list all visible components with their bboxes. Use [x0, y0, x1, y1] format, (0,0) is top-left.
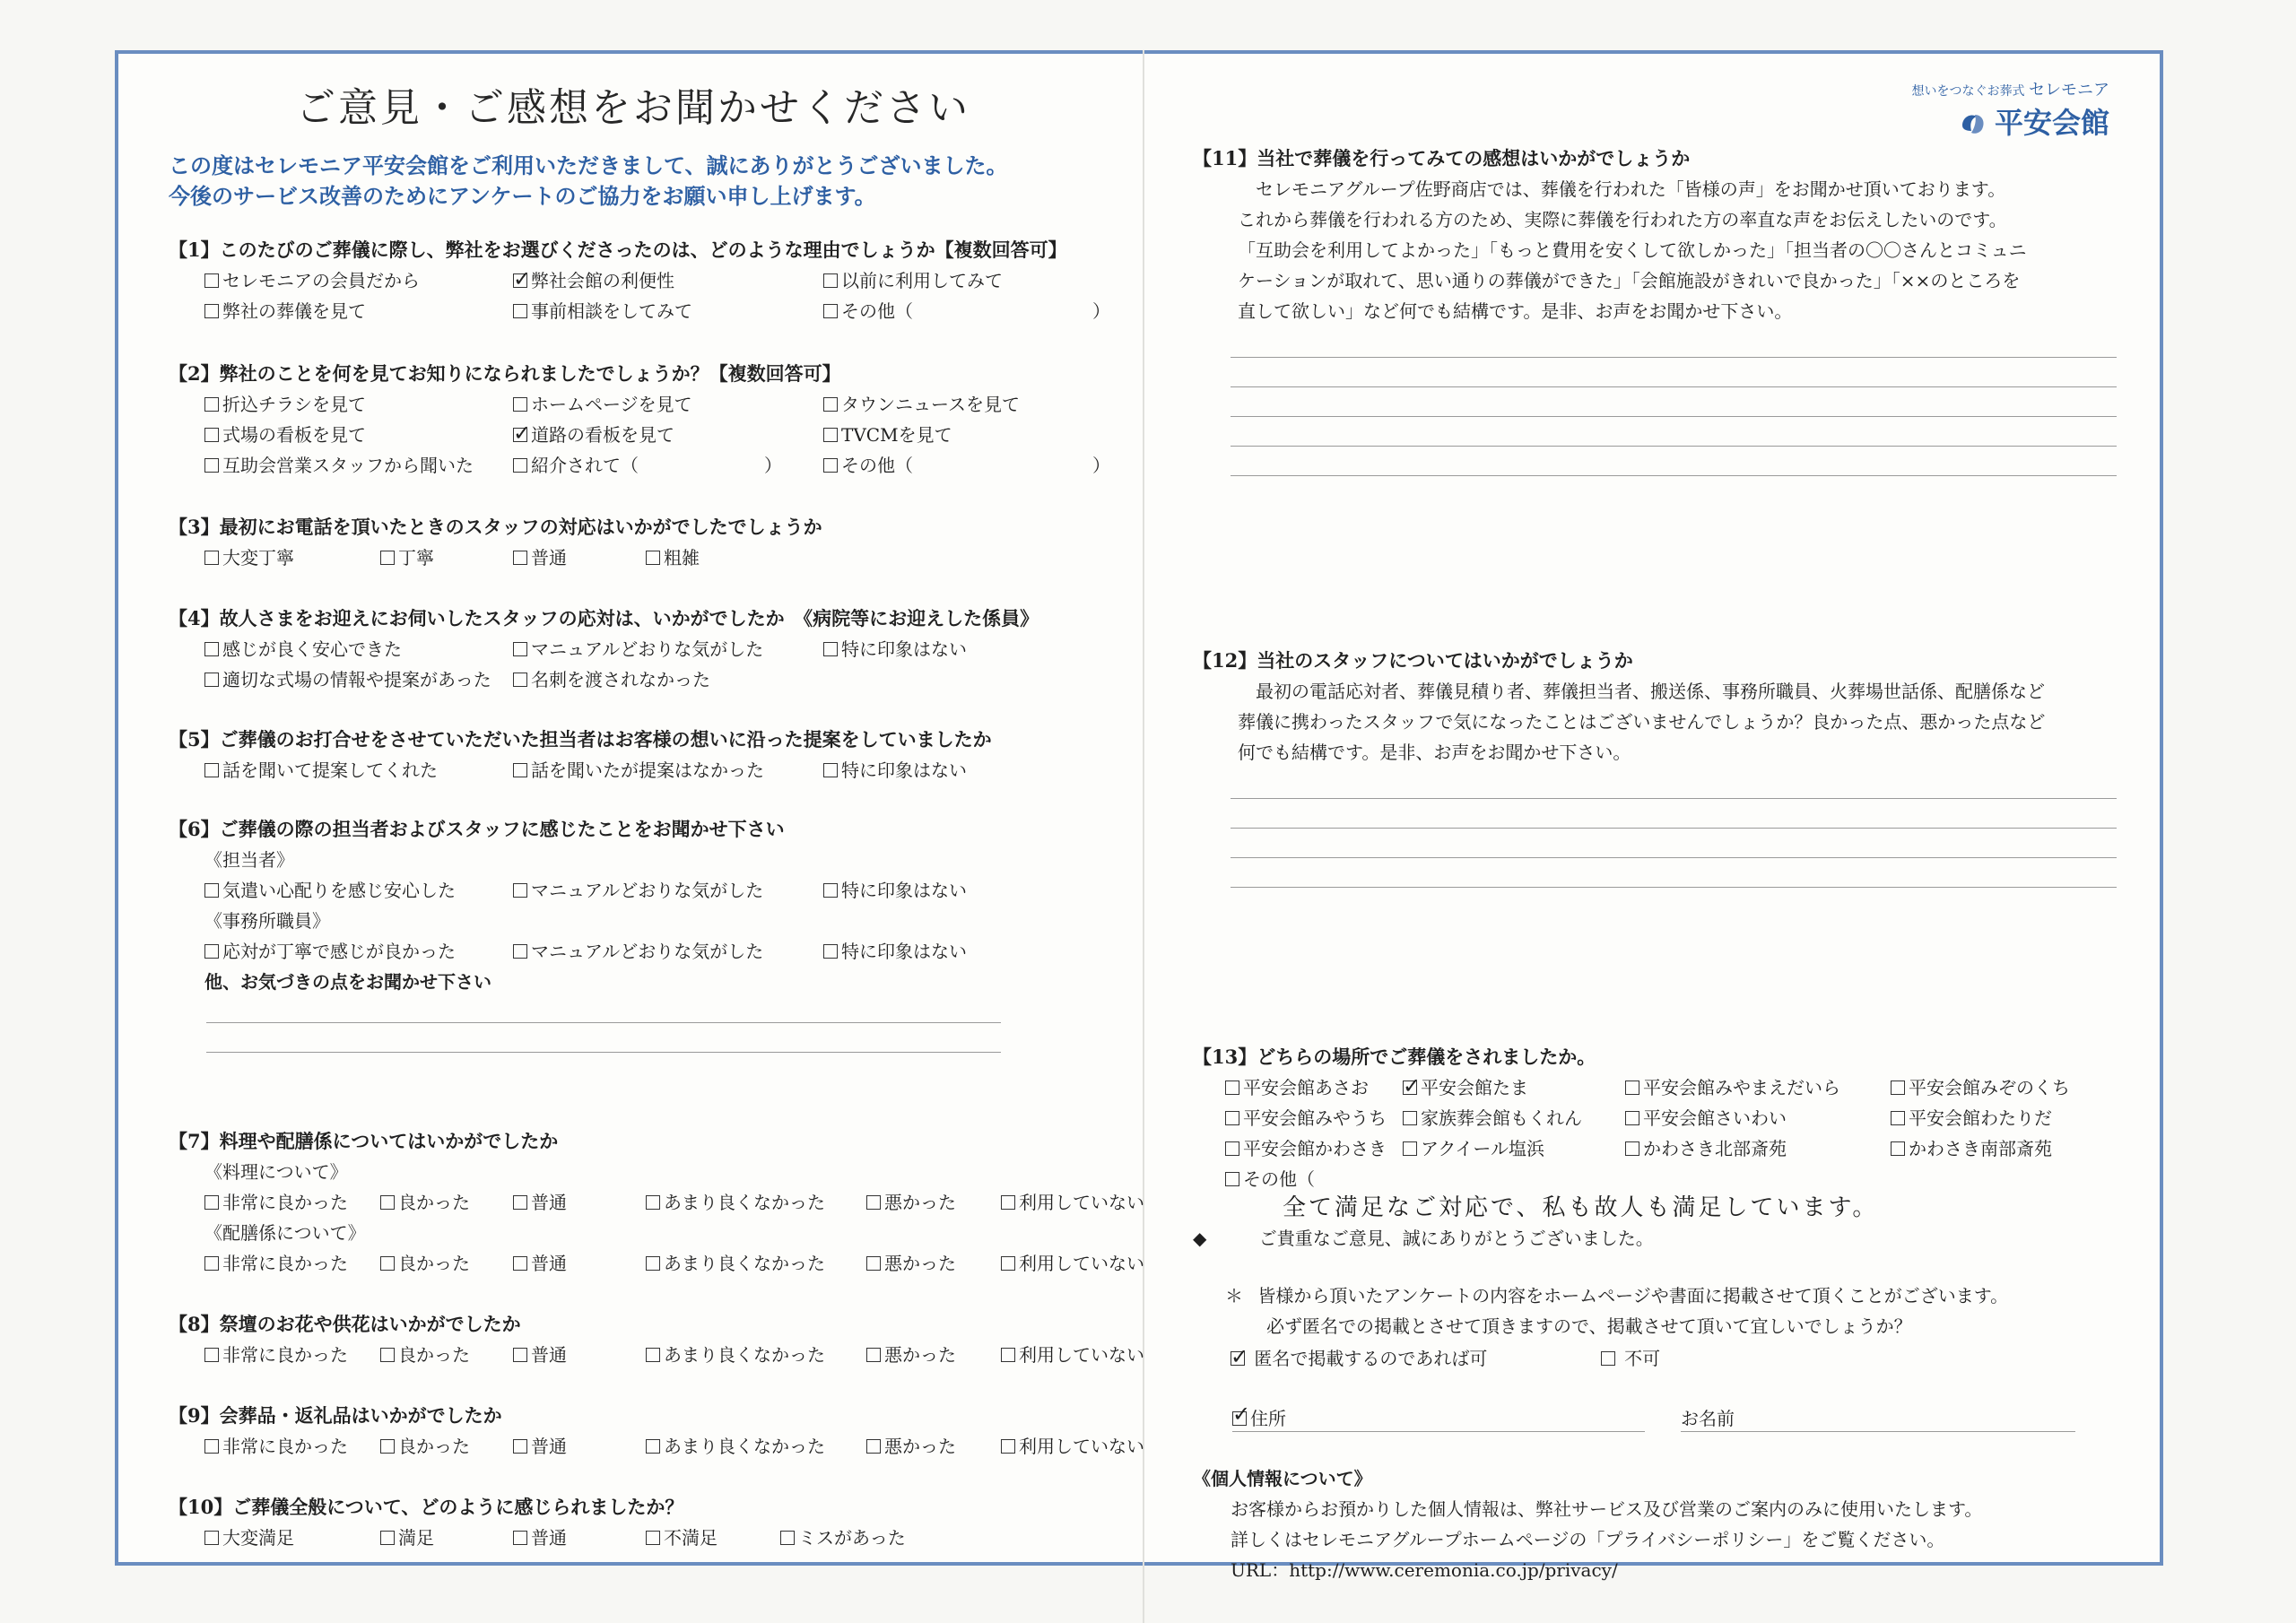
- option-label: 良かった: [398, 1344, 470, 1366]
- checkbox[interactable]: [1403, 1081, 1417, 1095]
- checkbox-option[interactable]: [204, 296, 513, 326]
- option-label: セレモニアの会員だから: [222, 270, 420, 291]
- checkbox-option[interactable]: [204, 936, 513, 967]
- checkbox[interactable]: [513, 551, 527, 565]
- question-7-sub-food: 《料理について》: [204, 1161, 348, 1183]
- address-checkbox[interactable]: [1232, 1411, 1247, 1426]
- address-line: [1232, 1431, 1645, 1432]
- checkbox-option[interactable]: [513, 389, 823, 420]
- option-label: 普通: [531, 1344, 567, 1366]
- company-logo: 想いをつなぐお葬式 セレモニア 平安会館: [1911, 81, 2109, 140]
- name-line: [1681, 1431, 2075, 1432]
- checkbox-option[interactable]: [823, 450, 1110, 481]
- checkbox-option[interactable]: [1891, 1133, 2070, 1164]
- checkbox-option[interactable]: [513, 265, 823, 296]
- option-label: 平安会館さいわい: [1643, 1107, 1787, 1129]
- option-label: あまり良くなかった: [664, 1192, 825, 1213]
- checkbox-option[interactable]: [380, 1248, 513, 1279]
- checkbox-option[interactable]: [380, 1187, 513, 1218]
- checkbox[interactable]: [513, 304, 527, 318]
- checkbox[interactable]: [513, 642, 527, 656]
- checkbox-option[interactable]: [380, 1431, 513, 1462]
- question-3-label: 【3】最初にお電話を頂いたときのスタッフの対応はいかがでしたでしょうか: [169, 516, 822, 538]
- checkbox-option[interactable]: [1403, 1072, 1625, 1103]
- option-label: 特に印象はない: [841, 880, 967, 901]
- option-label: 式場の看板を見て: [222, 424, 366, 446]
- checkbox[interactable]: [1891, 1141, 1905, 1156]
- option-label: 家族葬会館もくれん: [1421, 1107, 1582, 1129]
- checkbox[interactable]: [513, 883, 527, 898]
- checkbox[interactable]: [866, 1195, 881, 1210]
- checkbox[interactable]: [780, 1531, 795, 1545]
- question-13-options: [1193, 1072, 2126, 1194]
- checkbox-option[interactable]: [204, 1187, 380, 1218]
- option-label: 特に印象はない: [841, 759, 967, 781]
- checkbox-option[interactable]: [823, 420, 1110, 450]
- question-6-sub-staff: 《担当者》: [204, 849, 294, 871]
- checkbox[interactable]: [646, 1439, 660, 1454]
- question-11-label: 【11】当社で葬儀を行ってみての感想はいかがでしょうか: [1193, 147, 1691, 169]
- checkbox[interactable]: [1001, 1195, 1015, 1210]
- option-label: 普通: [531, 1192, 567, 1213]
- checkbox[interactable]: [204, 1439, 219, 1454]
- checkbox[interactable]: [204, 673, 219, 687]
- question-13: [1193, 1042, 2126, 1194]
- checkbox[interactable]: [823, 458, 838, 473]
- checkbox-option[interactable]: [823, 936, 1110, 967]
- question-10-options: [169, 1523, 1137, 1553]
- checkbox[interactable]: [204, 763, 219, 777]
- checkbox[interactable]: [204, 883, 219, 898]
- option-label: 弊社会館の利便性: [531, 270, 674, 291]
- checkbox-option[interactable]: [646, 542, 888, 573]
- checkbox-option[interactable]: [866, 1248, 1001, 1279]
- option-label: 粗雑: [664, 547, 700, 568]
- checkbox-option[interactable]: [380, 542, 513, 573]
- checkbox[interactable]: [204, 273, 219, 288]
- option-label: あまり良くなかった: [664, 1436, 825, 1457]
- checkbox[interactable]: [204, 397, 219, 412]
- checkbox[interactable]: [380, 1531, 395, 1545]
- checkbox-option[interactable]: [646, 1523, 780, 1553]
- question-7-options-service: [169, 1248, 1144, 1279]
- checkbox-option[interactable]: [513, 634, 823, 664]
- asterisk-icon: ＊: [1225, 1285, 1243, 1306]
- question-5-label: 【5】ご葬儀のお打合せをさせていただいた担当者はお客様の想いに沿った提案をしていましたか: [169, 728, 992, 751]
- thanks-row: ◆ ご貴重なご意見、誠にありがとうございました。: [1193, 1228, 1654, 1249]
- checkbox[interactable]: [823, 304, 838, 318]
- checkbox-option[interactable]: [513, 936, 823, 967]
- checkbox[interactable]: [204, 304, 219, 318]
- option-label: 利用していない: [1019, 1253, 1144, 1274]
- checkbox-option[interactable]: [513, 420, 823, 450]
- option-label: 非常に良かった: [222, 1192, 348, 1213]
- checkbox[interactable]: [204, 428, 219, 442]
- option-label: 大変満足: [222, 1527, 294, 1549]
- option-label: 利用していない: [1019, 1192, 1144, 1213]
- checkbox-option[interactable]: [823, 755, 1110, 785]
- checkbox-option[interactable]: [646, 1340, 866, 1370]
- checkbox[interactable]: [513, 458, 527, 473]
- option-label: 感じが良く安心できた: [222, 638, 402, 660]
- option-label: 大変丁寧: [222, 547, 294, 568]
- checkbox-option[interactable]: [513, 450, 823, 481]
- checkbox-option[interactable]: [513, 1340, 646, 1370]
- option-label: 特に印象はない: [841, 638, 967, 660]
- consent-ok-checkbox[interactable]: [1231, 1351, 1245, 1366]
- option-label: ミスがあった: [798, 1527, 906, 1549]
- checkbox[interactable]: [823, 397, 838, 412]
- option-label: 特に印象はない: [841, 941, 967, 962]
- checkbox[interactable]: [513, 673, 527, 687]
- checkbox[interactable]: [866, 1348, 881, 1362]
- question-12-label: 【12】当社のスタッフについてはいかがでしょうか: [1193, 649, 1633, 672]
- checkbox[interactable]: [646, 551, 660, 565]
- option-label: 利用していない: [1019, 1344, 1144, 1366]
- option-label: マニュアルどおりな気がした: [531, 638, 764, 660]
- checkbox[interactable]: [1001, 1348, 1015, 1362]
- option-label: 平安会館わたりだ: [1909, 1107, 2052, 1129]
- option-label: 名刺を渡されなかった: [531, 669, 710, 690]
- question-6-comment-label: 他、お気づきの点をお聞かせ下さい: [204, 971, 491, 993]
- checkbox-option[interactable]: [1001, 1187, 1180, 1218]
- checkbox-option[interactable]: [380, 1523, 513, 1553]
- checkbox-option[interactable]: [1225, 1103, 1403, 1133]
- checkbox-option[interactable]: [1001, 1431, 1180, 1462]
- checkbox-option[interactable]: [1001, 1340, 1180, 1370]
- checkbox-option[interactable]: [204, 634, 513, 664]
- option-label: 普通: [531, 1527, 567, 1549]
- checkbox-option[interactable]: [866, 1431, 1001, 1462]
- option-label: 非常に良かった: [222, 1344, 348, 1366]
- checkbox[interactable]: [646, 1531, 660, 1545]
- option-label: TVCMを見て: [841, 424, 952, 446]
- checkbox[interactable]: [513, 763, 527, 777]
- checkbox-option[interactable]: [513, 542, 646, 573]
- question-1-options: [169, 265, 1137, 326]
- checkbox-option[interactable]: [513, 755, 823, 785]
- option-label: 事前相談をしてみて: [531, 300, 692, 322]
- comment-line: [206, 1022, 1001, 1023]
- checkbox[interactable]: [1403, 1141, 1417, 1156]
- question-6: [169, 814, 1137, 1081]
- checkbox-option[interactable]: [513, 296, 823, 326]
- checkbox[interactable]: [823, 763, 838, 777]
- checkbox[interactable]: [513, 428, 527, 442]
- checkbox[interactable]: [204, 642, 219, 656]
- checkbox-option[interactable]: [204, 450, 513, 481]
- checkbox[interactable]: [1225, 1141, 1239, 1156]
- question-7-label: 【7】料理や配膳係についてはいかがでしたか: [169, 1130, 559, 1152]
- question-3: [169, 512, 1137, 573]
- checkbox[interactable]: [380, 1256, 395, 1271]
- privacy-section: 《個人情報について》 お客様からお預かりした個人情報は、弊社サービス及び営業のご案内のみに使用いたします。 詳しくはセレモニアグループホームページの「プライバシーポリシー」をご覧ください。 URL：http://www.ceremonia.co.jp/privacy/: [1193, 1463, 1982, 1585]
- question-10-label: 【10】ご葬儀全般について、どのように感じられましたか？: [169, 1496, 684, 1518]
- option-label: その他（: [1243, 1168, 1315, 1190]
- option-label: 道路の看板を見て: [531, 424, 674, 446]
- checkbox[interactable]: [513, 1439, 527, 1454]
- question-5: [169, 725, 1137, 785]
- checkbox[interactable]: [866, 1439, 881, 1454]
- checkbox-option[interactable]: [204, 1248, 380, 1279]
- option-label: 不満足: [664, 1527, 718, 1549]
- checkbox-option[interactable]: [1625, 1133, 1891, 1164]
- option-label: 悪かった: [884, 1253, 956, 1274]
- checkbox-option[interactable]: [513, 1248, 646, 1279]
- checkbox[interactable]: [1225, 1172, 1239, 1186]
- checkbox[interactable]: [513, 1348, 527, 1362]
- option-label: ホームページを見て: [531, 394, 692, 415]
- option-label: 平安会館たま: [1421, 1077, 1528, 1098]
- checkbox-option[interactable]: [1001, 1248, 1180, 1279]
- checkbox-option[interactable]: [513, 1187, 646, 1218]
- checkbox[interactable]: [823, 273, 838, 288]
- option-label: 弊社の葬儀を見て: [222, 300, 366, 322]
- logo-mark-icon: [1959, 109, 1987, 136]
- question-7-options-food: [169, 1187, 1144, 1218]
- question-8-label: 【8】祭壇のお花や供花はいかがでしたか: [169, 1313, 521, 1335]
- checkbox-option[interactable]: [646, 1431, 866, 1462]
- checkbox-option[interactable]: [204, 1340, 380, 1370]
- checkbox-option[interactable]: [866, 1187, 1001, 1218]
- checkbox[interactable]: [204, 551, 219, 565]
- checkbox-option[interactable]: [513, 1523, 646, 1553]
- option-label: あまり良くなかった: [664, 1344, 825, 1366]
- checkbox-option[interactable]: [646, 1187, 866, 1218]
- question-11: 【11】当社で葬儀を行ってみての感想はいかがでしょうか セレモニアグループ佐野商店では、葬儀を行われた「皆様の声」をお聞かせ頂いております。 これから葬儀を行われる方のため、実際に葬儀を行われた方の率直な声をお伝えしたいのです。 「互助会を利用してよかった」「もっと費用を安くして欲しかった」「担当者の〇〇さんとコミュニ ケーションが取れて、思い通りの葬儀ができた」「会館施設がきれいで良かった」「××のところを 直して欲しい」など何でも結構です。是非、お声をお聞かせ下さい。: [1193, 143, 2126, 505]
- option-label: 平安会館あさお: [1243, 1077, 1369, 1098]
- checkbox-option[interactable]: [866, 1340, 1001, 1370]
- question-9-label: 【9】会葬品・返礼品はいかがでしたか: [169, 1404, 502, 1427]
- checkbox-option[interactable]: [646, 1248, 866, 1279]
- checkbox-option[interactable]: [823, 875, 1110, 906]
- option-label: 普通: [531, 1253, 567, 1274]
- question-9: [169, 1401, 1144, 1462]
- question-2: [169, 359, 1137, 481]
- option-label: 利用していない: [1019, 1436, 1144, 1457]
- checkbox[interactable]: [1001, 1256, 1015, 1271]
- checkbox-option[interactable]: [823, 265, 1110, 296]
- question-4-options: [169, 634, 1137, 695]
- diamond-icon: ◆: [1193, 1228, 1207, 1249]
- question-9-options: [169, 1431, 1144, 1462]
- option-label: その他（ ）: [841, 455, 1110, 476]
- intro-text: この度はセレモニア平安会館をご利用いただきまして、誠にありがとうございました。 今後のサービス改善のためにアンケートのご協力をお願い申し上げます。: [169, 152, 1008, 209]
- checkbox[interactable]: [380, 1439, 395, 1454]
- question-6-sub-office: 《事務所職員》: [204, 910, 330, 932]
- checkbox-option[interactable]: [513, 875, 823, 906]
- question-2-options: [169, 389, 1137, 481]
- option-label: 丁寧: [398, 547, 434, 568]
- checkbox-option[interactable]: [1403, 1133, 1625, 1164]
- checkbox[interactable]: [1891, 1081, 1905, 1095]
- checkbox-option[interactable]: [1891, 1072, 2070, 1103]
- option-label: 折込チラシを見て: [222, 394, 366, 415]
- checkbox-option[interactable]: [780, 1523, 960, 1553]
- publication-notice: ＊ 皆様から頂いたアンケートの内容をホームページや書面に掲載させて頂くことがございます。 必ず匿名での掲載とさせて頂きますので、掲載させて頂いて宜しいでしょうか？ ✓ 匿名で掲載するのであれば可 不可: [1225, 1280, 2008, 1374]
- checkbox[interactable]: [380, 1348, 395, 1362]
- option-label: 平安会館かわさき: [1243, 1138, 1387, 1159]
- option-label: 話を聞いて提案してくれた: [222, 759, 438, 781]
- option-label: アクイール塩浜: [1421, 1138, 1544, 1159]
- checkbox-option[interactable]: [204, 875, 513, 906]
- checkbox[interactable]: [1625, 1111, 1639, 1125]
- checkbox-option[interactable]: [204, 265, 513, 296]
- option-label: 気遣い心配りを感じ安心した: [222, 880, 456, 901]
- option-label: 平安会館みやうち: [1243, 1107, 1387, 1129]
- checkbox-option[interactable]: [1225, 1072, 1403, 1103]
- checkbox[interactable]: [1225, 1111, 1239, 1125]
- checkbox-option[interactable]: [380, 1340, 513, 1370]
- checkbox[interactable]: [823, 883, 838, 898]
- question-8-options: [169, 1340, 1144, 1370]
- checkbox[interactable]: [1001, 1439, 1015, 1454]
- option-label: かわさき南部斎苑: [1909, 1138, 2052, 1159]
- checkbox-option[interactable]: [204, 755, 513, 785]
- question-6-options-1: [169, 875, 1137, 906]
- checkbox-option[interactable]: [1403, 1103, 1625, 1133]
- question-6-label: 【6】ご葬儀の際の担当者およびスタッフに感じたことをお聞かせ下さい: [169, 818, 785, 840]
- option-label: 紹介されて（ ）: [531, 455, 782, 476]
- consent-ng-checkbox[interactable]: [1601, 1351, 1615, 1366]
- checkbox[interactable]: [513, 1256, 527, 1271]
- checkbox[interactable]: [646, 1348, 660, 1362]
- checkbox-option[interactable]: [823, 634, 1110, 664]
- option-label: 平安会館みぞのくち: [1909, 1077, 2070, 1098]
- checkbox-option[interactable]: [204, 1431, 380, 1462]
- comment-line: [206, 1052, 1001, 1053]
- question-1-label: 【1】このたびのご葬儀に際し、弊社をお選びくださったのは、どのような理由でしょうか【複数回答可】: [169, 239, 1067, 261]
- checkbox-option[interactable]: [823, 296, 1110, 326]
- checkbox-option[interactable]: [1225, 1133, 1403, 1164]
- option-label: マニュアルどおりな気がした: [531, 880, 764, 901]
- question-2-label: 【2】弊社のことを何を見てお知りになられましたでしょうか？【複数回答可】: [169, 362, 841, 385]
- option-label: 平安会館みやまえだいら: [1643, 1077, 1840, 1098]
- checkbox[interactable]: [513, 944, 527, 959]
- checkbox[interactable]: [1225, 1081, 1239, 1095]
- handwritten-comment: 全て満足なご対応で、私も故人も満足しています。: [1283, 1194, 1879, 1221]
- option-label: 普通: [531, 547, 567, 568]
- checkbox[interactable]: [513, 1531, 527, 1545]
- option-label: 悪かった: [884, 1436, 956, 1457]
- question-11-answer-lines: [1193, 326, 2126, 476]
- checkbox-option[interactable]: [204, 1523, 380, 1553]
- checkbox-option[interactable]: [204, 389, 513, 420]
- option-label: 悪かった: [884, 1344, 956, 1366]
- option-label: マニュアルどおりな気がした: [531, 941, 764, 962]
- question-4: [169, 603, 1137, 695]
- option-label: 適切な式場の情報や提案があった: [222, 669, 491, 690]
- option-label: その他（ ）: [841, 300, 1110, 322]
- checkbox[interactable]: [204, 1348, 219, 1362]
- address-name-row: ✓住所 お名前: [1232, 1404, 2129, 1440]
- option-label: あまり良くなかった: [664, 1253, 825, 1274]
- checkbox-option[interactable]: [204, 542, 380, 573]
- question-12: 【12】当社のスタッフについてはいかがでしょうか 最初の電話応対者、葬儀見積り者、葬儀担当者、搬送係、事務所職員、火葬場世話係、配膳係など 葬儀に携わったスタッフで気になったことはございませんでしょうか？良かった点、悪かった点など 何でも結構です。是非、お声をお聞かせ下さい。: [1193, 646, 2126, 916]
- option-label: 悪かった: [884, 1192, 956, 1213]
- checkbox-option[interactable]: [204, 664, 513, 695]
- checkbox-option[interactable]: [513, 1431, 646, 1462]
- option-label: 互助会営業スタッフから聞いた: [222, 455, 474, 476]
- option-label: タウンニュースを見て: [841, 394, 1020, 415]
- checkbox-option[interactable]: [204, 420, 513, 450]
- checkbox[interactable]: [513, 1195, 527, 1210]
- checkbox-option[interactable]: [823, 389, 1110, 420]
- question-7: [169, 1126, 1144, 1279]
- checkbox[interactable]: [823, 642, 838, 656]
- checkbox[interactable]: [1403, 1111, 1417, 1125]
- fold-line: [1143, 50, 1144, 1623]
- option-label: 応対が丁寧で感じが良かった: [222, 941, 456, 962]
- checkbox-option[interactable]: [1625, 1103, 1891, 1133]
- option-label: 満足: [398, 1527, 434, 1549]
- checkbox[interactable]: [204, 458, 219, 473]
- option-label: 話を聞いたが提案はなかった: [531, 759, 764, 781]
- question-1: [169, 235, 1137, 326]
- option-label: かわさき北部斎苑: [1643, 1138, 1787, 1159]
- question-4-label: 【4】故人さまをお迎えにお伺いしたスタッフの応対は、いかがでしたか 《病院等にお迎えした係員》: [169, 607, 1039, 629]
- checkbox[interactable]: [204, 1256, 219, 1271]
- question-3-options: [169, 542, 1137, 573]
- checkbox[interactable]: [513, 273, 527, 288]
- checkbox[interactable]: [1625, 1141, 1639, 1156]
- privacy-url-link[interactable]: URL：http://www.ceremonia.co.jp/privacy/: [1231, 1559, 1618, 1581]
- question-13-label: 【13】どちらの場所でご葬儀をされましたか。: [1193, 1046, 1596, 1068]
- checkbox[interactable]: [380, 551, 395, 565]
- checkbox-option[interactable]: [1891, 1103, 2070, 1133]
- checkbox[interactable]: [513, 397, 527, 412]
- question-10: [169, 1492, 1137, 1553]
- option-label: 良かった: [398, 1253, 470, 1274]
- checkbox[interactable]: [866, 1256, 881, 1271]
- question-7-sub-service: 《配膳係について》: [204, 1222, 366, 1244]
- checkbox[interactable]: [1891, 1111, 1905, 1125]
- question-6-options-2: [169, 936, 1137, 967]
- question-8: [169, 1309, 1144, 1370]
- option-label: 普通: [531, 1436, 567, 1457]
- checkbox[interactable]: [204, 1195, 219, 1210]
- checkbox[interactable]: [823, 428, 838, 442]
- checkbox[interactable]: [380, 1195, 395, 1210]
- option-label: 良かった: [398, 1436, 470, 1457]
- option-label: 非常に良かった: [222, 1253, 348, 1274]
- checkbox[interactable]: [646, 1256, 660, 1271]
- option-label: 良かった: [398, 1192, 470, 1213]
- checkbox[interactable]: [204, 944, 219, 959]
- question-12-answer-lines: [1193, 768, 2126, 888]
- page-title: ご意見・ご感想をお聞かせください: [296, 85, 970, 131]
- checkbox[interactable]: [823, 944, 838, 959]
- checkbox[interactable]: [204, 1531, 219, 1545]
- checkbox-option[interactable]: [1625, 1072, 1891, 1103]
- checkbox[interactable]: [1625, 1081, 1639, 1095]
- question-5-options: [169, 755, 1137, 785]
- checkbox[interactable]: [646, 1195, 660, 1210]
- option-label: 非常に良かった: [222, 1436, 348, 1457]
- option-label: 以前に利用してみて: [841, 270, 1003, 291]
- checkbox-option[interactable]: [513, 664, 823, 695]
